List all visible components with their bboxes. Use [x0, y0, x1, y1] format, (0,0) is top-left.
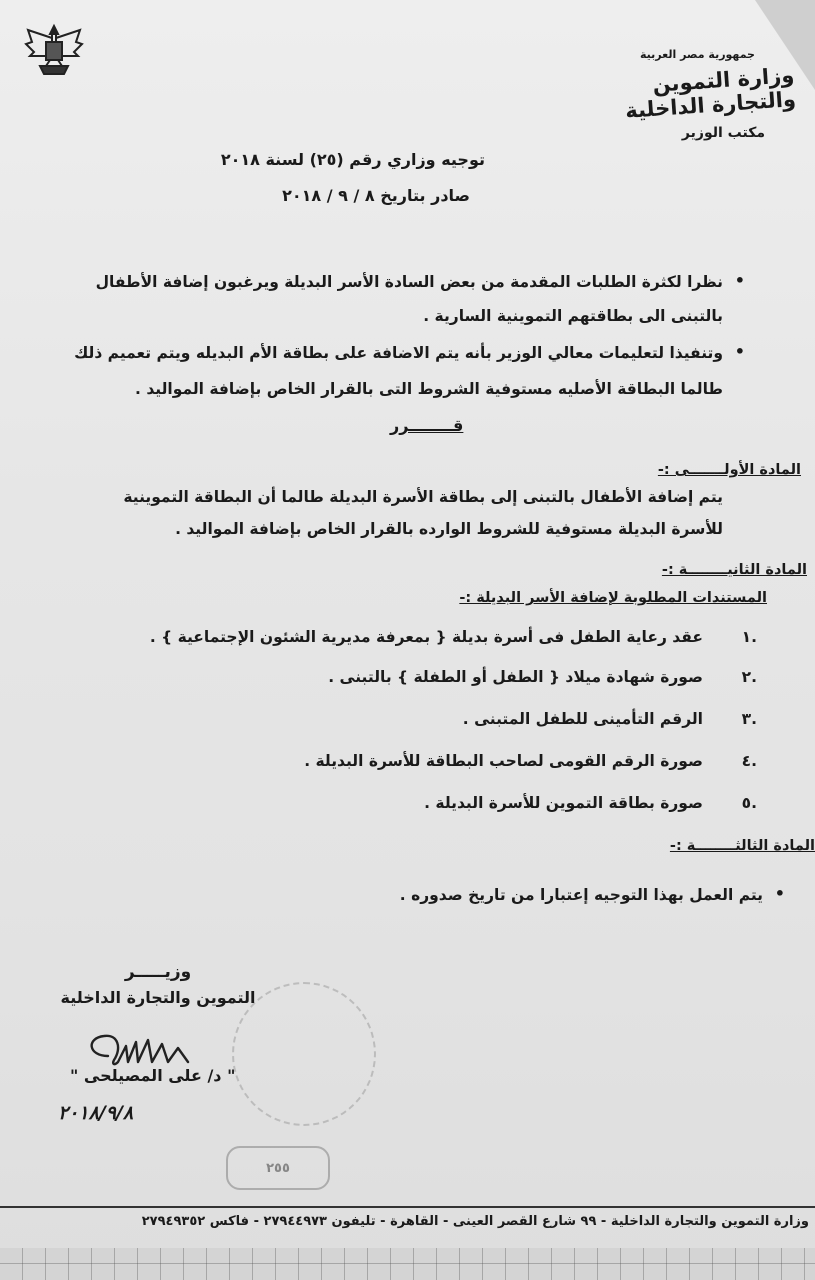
list-item-number: .٤	[741, 752, 757, 770]
article-1-heading: المادة الأولـــــــى :-	[657, 462, 801, 478]
list-item-number: .٥	[741, 794, 757, 812]
list-item-text: صورة الرقم القومى لصاحب البطاقة للأسرة البديلة .	[304, 752, 703, 770]
list-item	[328, 668, 757, 686]
footer-divider	[0, 1206, 815, 1208]
list-item	[150, 628, 757, 646]
article-2-subheading: المستندات المطلوبة لإضافة الأسر البديلة :-	[459, 590, 767, 606]
preamble-line-1: • نظرا لكثرة الطلبات المقدمة من بعض السادة الأسر البديلة ويرغبون إضافة الأطفال	[96, 273, 723, 291]
list-item-number: .١	[741, 628, 757, 646]
eagle-emblem-icon	[22, 20, 86, 82]
signature-block	[48, 962, 268, 1007]
list-item	[304, 752, 757, 770]
article-3-line-1: • يتم العمل بهذا التوجيه إعتبارا من تاريخ صدوره .	[400, 886, 763, 904]
list-item-number: .٣	[741, 710, 757, 728]
list-item-number: .٢	[741, 668, 757, 686]
signature-title-1: وزيـــــر	[124, 962, 192, 982]
signature-title-2: التموين والتجارة الداخلية	[60, 988, 256, 1007]
decree-title: توجيه وزاري رقم (٢٥) لسنة ٢٠١٨	[220, 150, 485, 169]
ministry-header	[565, 48, 795, 141]
office-label: مكتب الوزير	[681, 125, 765, 141]
article-1-line-2: للأسرة البديلة مستوفية للشروط الوارده بالقرار الخاص بإضافة المواليد .	[175, 520, 723, 538]
preamble-line-3: • وتنفيذا لتعليمات معالي الوزير بأنه يتم الاضافة على بطاقة الأم البديله ويتم تعميم ذلك	[74, 344, 723, 362]
background-grid-surface	[0, 1248, 815, 1280]
ministry-name: وزارة التموين والتجارة الداخلية	[624, 63, 797, 123]
signature-date: ٢٠١٨/٩/٨	[58, 1102, 134, 1124]
stamp-number: ٢٥٥	[226, 1146, 330, 1190]
list-item-text: الرقم التأمينى للطفل المتبنى .	[462, 710, 703, 728]
list-item-text: عقد رعاية الطفل فى أسرة بديلة { بمعرفة مديرية الشئون الإجتماعية } .	[149, 628, 703, 646]
list-item	[463, 710, 757, 728]
article-2-heading: المادة الثانيــــــــة :-	[661, 562, 807, 578]
preamble-line-4: طالما البطاقة الأصليه مستوفية الشروط التى بالقرار الخاص بإضافة المواليد .	[135, 380, 723, 398]
republic-label: جمهورية مصر العربية	[640, 48, 755, 61]
decides-heading: قــــــــرر	[390, 416, 464, 435]
list-item-text: صورة شهادة ميلاد { الطفل أو الطفلة } بالتبنى .	[328, 668, 703, 686]
article-3-heading: المادة الثالثــــــــة :-	[669, 838, 815, 854]
list-item-text: صورة بطاقة التموين للأسرة البديلة .	[424, 794, 703, 812]
article-1-line-1: يتم إضافة الأطفال بالتبنى إلى بطاقة الأسرة البديلة طالما أن البطاقة التموينية	[123, 488, 723, 506]
minister-name: " د/ على المصيلحى "	[70, 1066, 236, 1085]
preamble-line-2: بالتبنى الى بطاقتهم التموينية السارية .	[423, 307, 723, 325]
decree-date: صادر بتاريخ ٨ / ٩ / ٢٠١٨	[282, 186, 470, 205]
footer-address: وزارة التموين والتجارة الداخلية - ٩٩ شارع القصر العينى - القاهرة - تليفون ٢٧٩٤٤٩٧٣ - فاكس ٢٧٩٤٩٣٥٢	[141, 1214, 809, 1229]
list-item	[424, 794, 757, 812]
